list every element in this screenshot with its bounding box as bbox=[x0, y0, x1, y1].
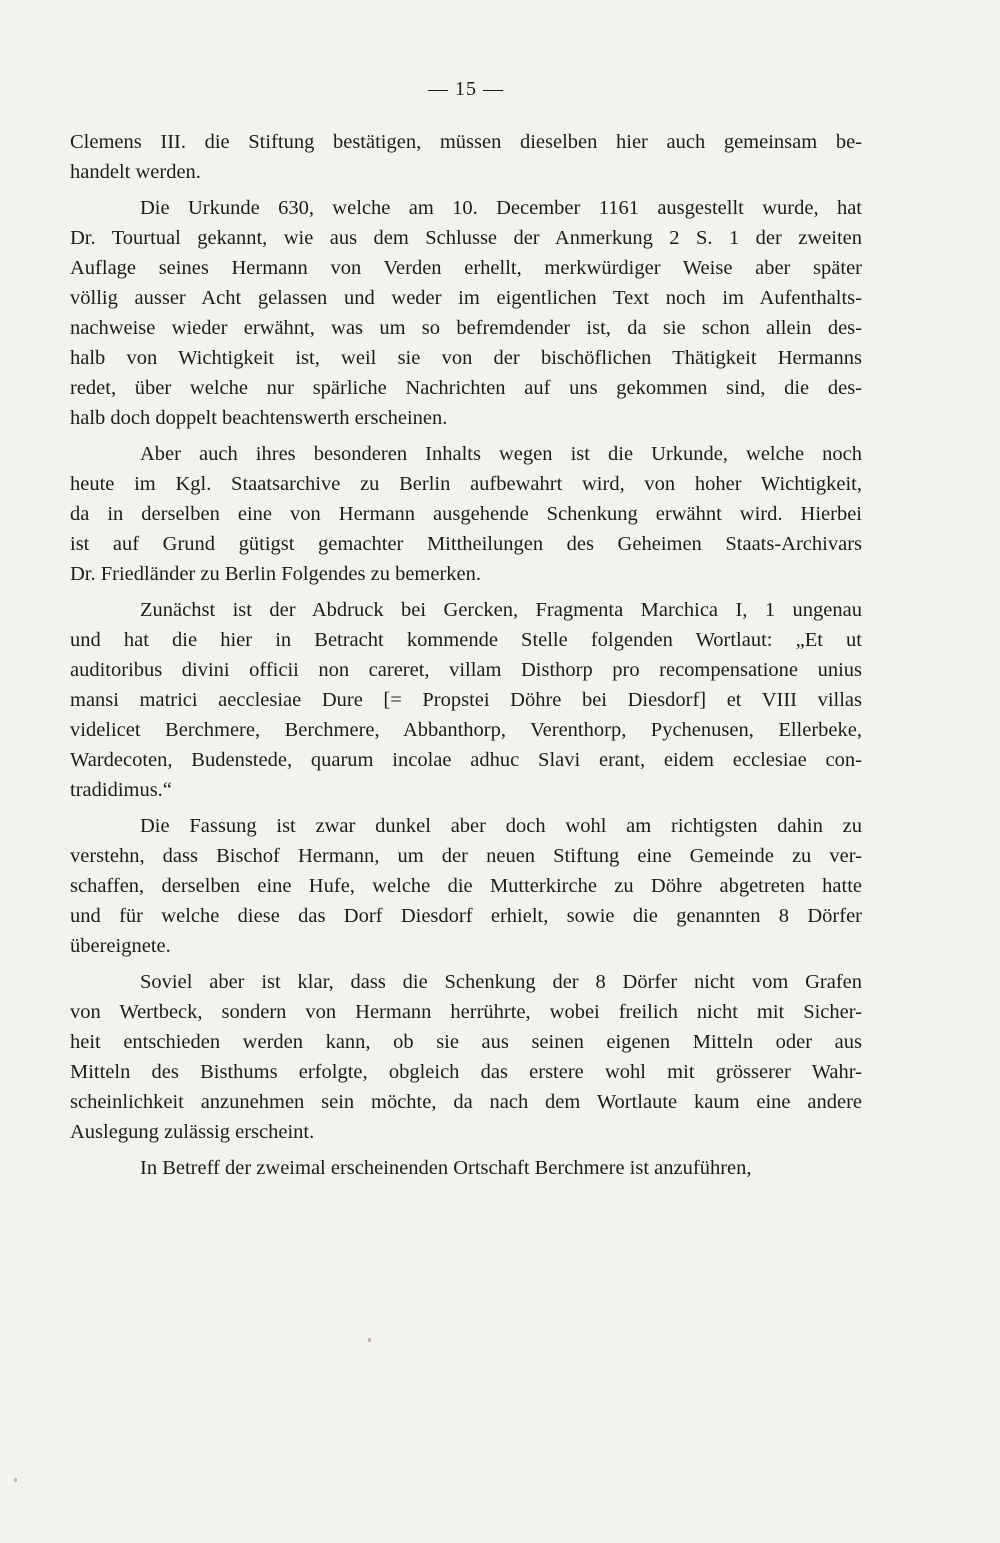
paragraph bbox=[70, 193, 862, 433]
text-line: mansi matrici aecclesiae Dure [= Propstei Döhre bei Diesdorf] et VIII villas bbox=[70, 689, 862, 711]
text-line: redet, über welche nur spärliche Nachrichten auf uns gekommen sind, die des- bbox=[70, 377, 862, 399]
text-line: Die Fassung ist zwar dunkel aber doch wohl am richtigsten dahin zu bbox=[140, 815, 862, 837]
text-line: auditoribus divini officii non careret, villam Disthorp pro recompensatione unius bbox=[70, 659, 862, 681]
text-line: schaffen, derselben eine Hufe, welche die Mutterkirche zu Döhre abgetreten hatte bbox=[70, 875, 862, 897]
text-line: videlicet Berchmere, Berchmere, Abbanthorp, Verenthorp, Pychenusen, Ellerbeke, bbox=[70, 719, 862, 741]
text-line: heute im Kgl. Staatsarchive zu Berlin aufbewahrt wird, von hoher Wichtigkeit, bbox=[70, 473, 862, 495]
text-line: Mitteln des Bisthums erfolgte, obgleich das erstere wohl mit grösserer Wahr- bbox=[70, 1061, 862, 1083]
text-line: Clemens III. die Stiftung bestätigen, müssen dieselben hier auch gemeinsam be- bbox=[70, 131, 862, 153]
text-line: Soviel aber ist klar, dass die Schenkung der 8 Dörfer nicht vom Grafen bbox=[140, 971, 862, 993]
text-line: verstehn, dass Bischof Hermann, um der neuen Stiftung eine Gemeinde zu ver- bbox=[70, 845, 862, 867]
text-line: Die Urkunde 630, welche am 10. December 1161 ausgestellt wurde, hat bbox=[140, 197, 862, 219]
text-line: und für welche diese das Dorf Diesdorf erhielt, sowie die genannten 8 Dörfer bbox=[70, 905, 862, 927]
text-line: von Wertbeck, sondern von Hermann herrührte, wobei freilich nicht mit Sicher- bbox=[70, 1001, 862, 1023]
text-line: scheinlichkeit anzunehmen sein möchte, da nach dem Wortlaute kaum eine andere bbox=[70, 1091, 862, 1113]
body-text bbox=[70, 127, 862, 1189]
text-line: Auflage seines Hermann von Verden erhellt, merkwürdiger Weise aber später bbox=[70, 257, 862, 279]
text-line: heit entschieden werden kann, ob sie aus seinen eigenen Mitteln oder aus bbox=[70, 1031, 862, 1053]
paragraph bbox=[70, 1153, 862, 1183]
text-line: In Betreff der zweimal erscheinenden Ortschaft Berchmere ist anzuführen, bbox=[140, 1157, 752, 1179]
paragraph bbox=[70, 967, 862, 1147]
text-line: Aber auch ihres besonderen Inhalts wegen ist die Urkunde, welche noch bbox=[140, 443, 862, 465]
text-line: Auslegung zulässig erscheint. bbox=[70, 1121, 315, 1143]
paragraph bbox=[70, 439, 862, 589]
text-line: übereignete. bbox=[70, 935, 171, 957]
text-line: Wardecoten, Budenstede, quarum incolae adhuc Slavi erant, eidem ecclesiae con- bbox=[70, 749, 862, 771]
text-line: tradidimus.“ bbox=[70, 779, 172, 801]
paragraph bbox=[70, 595, 862, 805]
text-line: Dr. Friedländer zu Berlin Folgendes zu bemerken. bbox=[70, 563, 482, 585]
paper-speck bbox=[368, 1338, 371, 1342]
paragraph bbox=[70, 811, 862, 961]
text-line: da in derselben eine von Hermann ausgehende Schenkung erwähnt wird. Hierbei bbox=[70, 503, 862, 525]
text-line: halb doch doppelt beachtenswerth erscheinen. bbox=[70, 407, 448, 429]
paper-speck bbox=[14, 1478, 17, 1482]
text-line: ist auf Grund gütigst gemachter Mittheilungen des Geheimen Staats-Archivars bbox=[70, 533, 862, 555]
text-line: und hat die hier in Betracht kommende Stelle folgenden Wortlaut: „Et ut bbox=[70, 629, 862, 651]
text-line: handelt werden. bbox=[70, 161, 201, 183]
text-line: Dr. Tourtual gekannt, wie aus dem Schlusse der Anmerkung 2 S. 1 der zweiten bbox=[70, 227, 862, 249]
text-line: halb von Wichtigkeit ist, weil sie von der bischöflichen Thätigkeit Hermanns bbox=[70, 347, 862, 369]
text-line: nachweise wieder erwähnt, was um so befremdender ist, da sie schon allein des- bbox=[70, 317, 862, 339]
text-line: völlig ausser Acht gelassen und weder im eigentlichen Text noch im Aufenthalts- bbox=[70, 287, 862, 309]
paragraph bbox=[70, 127, 862, 187]
page-number: — 15 — bbox=[428, 78, 504, 100]
text-line: Zunächst ist der Abdruck bei Gercken, Fragmenta Marchica I, 1 ungenau bbox=[140, 599, 862, 621]
